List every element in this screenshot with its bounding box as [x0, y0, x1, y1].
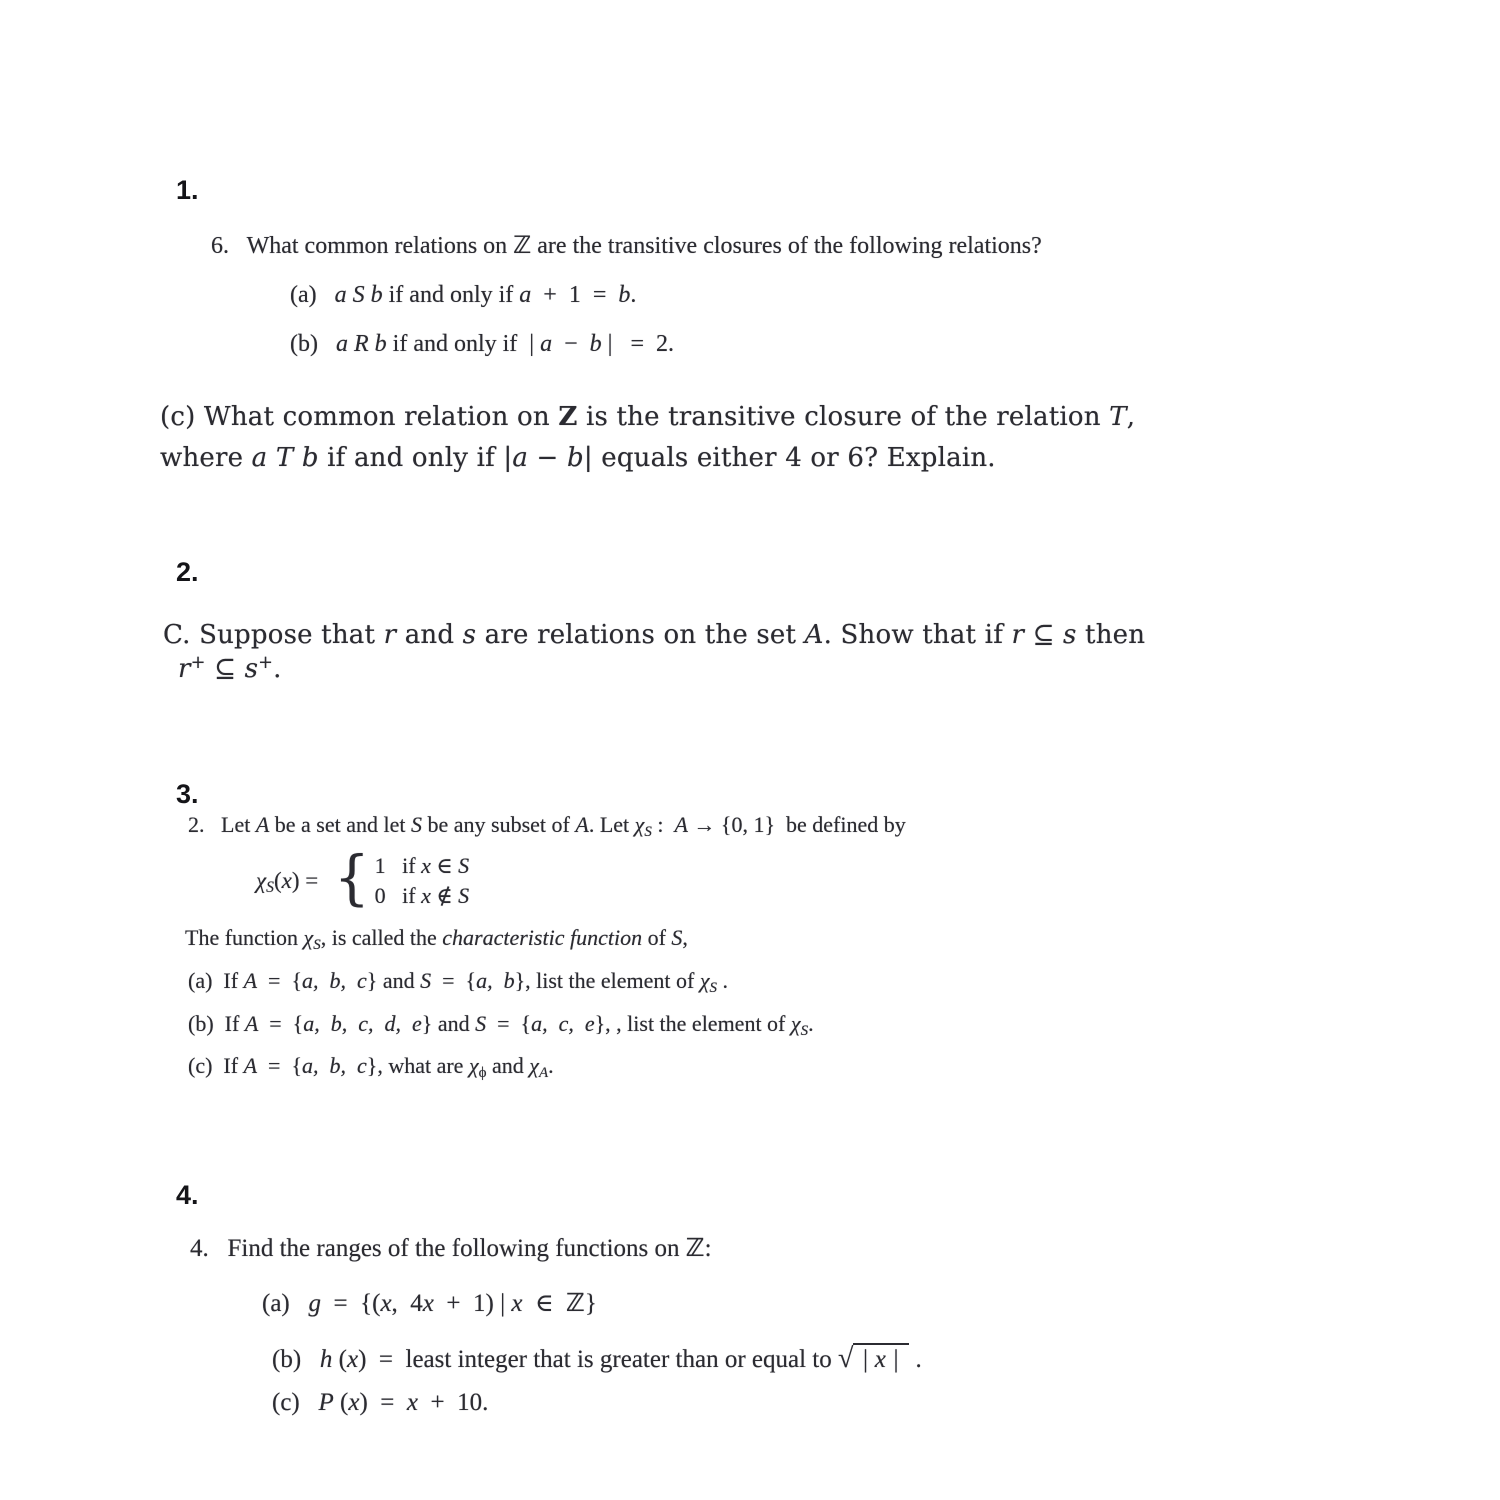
case-row-2: 0 if x ∉ S [374, 882, 470, 908]
problem-c-line2: r+ ⊆ s+. [178, 653, 282, 684]
problem-4b: (b) h (x) = least integer that is greater than or equal to √ | x | . [272, 1343, 922, 1374]
section-3-number: 3. [176, 779, 199, 809]
problem-6c-line1: (c) What common relation on Z is the transitive closure of the relation T, [160, 402, 1136, 432]
section-1-number: 1. [176, 175, 199, 205]
problem-6a: (a) a S b if and only if a + 1 = b. [290, 282, 637, 308]
formula-left-side: χS(x) = [256, 868, 324, 897]
problem-6b: (b) a R b if and only if | a − b | = 2. [290, 331, 674, 357]
cases-brace-symbol: { [333, 844, 370, 913]
problem-2a: (a) If A = {a, b, c} and S = {a, b}, list the element of χS . [188, 968, 729, 997]
problem-2b: (b) If A = {a, b, c, d, e} and S = {a, c, e}, , list the element of χS. [188, 1011, 814, 1040]
problem-6-prompt: 6. What common relations on ℤ are the transitive closures of the following relations? [211, 233, 1042, 259]
problem-6c-line2: where a T b if and only if |a − b| equals either 4 or 6? Explain. [160, 443, 996, 473]
section-4-number: 4. [176, 1180, 199, 1210]
problem-2-prompt: 2. Let A be a set and let S be any subset of A. Let χS : A → {0, 1} be defined by [188, 812, 906, 841]
characteristic-function-definition [256, 844, 470, 913]
problem-4c: (c) P (x) = x + 10. [272, 1389, 489, 1416]
problem-c-line1: C. Suppose that r and s are relations on the set A. Show that if r ⊆ s then [163, 620, 1146, 650]
section-2-number: 2. [176, 557, 199, 587]
case-row-1: 1 if x ∈ S [374, 852, 470, 878]
problem-4-prompt: 4. Find the ranges of the following functions on ℤ: [190, 1235, 712, 1262]
problem-4a: (a) g = {(x, 4x + 1) | x ∈ ℤ} [262, 1290, 597, 1317]
cases-rows [375, 852, 470, 910]
characteristic-function-caption: The function χS, is called the characteristic function of S, [185, 925, 688, 954]
problem-2c: (c) If A = {a, b, c}, what are χϕ and χA. [188, 1053, 554, 1082]
